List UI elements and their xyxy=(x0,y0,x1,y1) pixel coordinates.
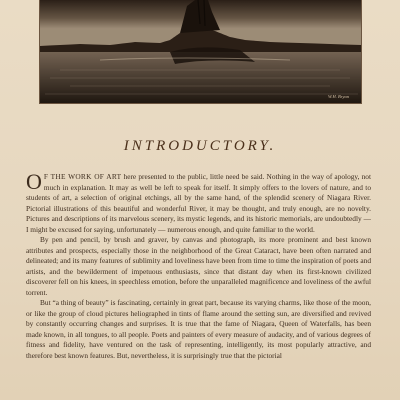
paragraph-1 xyxy=(26,169,371,235)
page-heading: INTRODUCTORY. xyxy=(123,138,277,154)
niagara-river-etching xyxy=(39,0,362,104)
paragraph-3: But “a thing of beauty” is fascinating, certainly in great part, because its varying charms, like those of the moon, or like the group of cloud pictures heliographed in tints of flame around the setting sun, are diversified and revived by constantly occurring changes and surprises. It is true that the fame of Niagara, Queen of Waterfalls, has been made known, in all tongues, to all people. Poets and painters of every measure of audacity, and of various degrees of fitness and fidelity, have ventured on the task of representing, intelligently, its most popularly attractive, and therefore best known features. But, nevertheless, it is surprisingly true that the pictorial xyxy=(26,298,371,360)
paragraph-2: By pen and pencil, by brush and graver, by canvas and photograph, its more prominent and best known attributes and prospects, especially those in the neighborhood of the Great Cataract, have been often narrated and delineated; and its many features of sublimity and loveliness have been from time to time the inspiration of poets and artists, and the bewilderment of impetuous enthusiasts, since that distant day when its first-known civilized discoverer fell on his knees, in speechless emotion, before the unparalleled magnificence and loveliness of the awful torrent. xyxy=(26,235,371,297)
lead-in-smallcaps: F THE WORK OF ART xyxy=(43,172,122,181)
artist-signature: W.H. Bryan xyxy=(328,94,349,99)
paragraph-1-text: here presented to the public, little need be said. Nothing in the way of apology, not much in explanation. It may as well be left to speak for itself. It simply offers to the lovers of nature, and to students of art, a selection of original etchings, all by the same hand, of the splendid scenery of Niagara River. Pictorial illustrations of this beautiful and wonderful River, it may be thought, and truly enough, are no novelty. Pictures and descriptions of its marvelous scenery, its mystic legends, and its historic memorials, are undoubtedly — I might be excused for saying, unfortunately — numerous enough, and quite familiar to the world. xyxy=(26,172,371,234)
introduction-text xyxy=(26,169,371,361)
etching-artwork xyxy=(40,0,362,104)
drop-cap: O xyxy=(26,169,42,194)
